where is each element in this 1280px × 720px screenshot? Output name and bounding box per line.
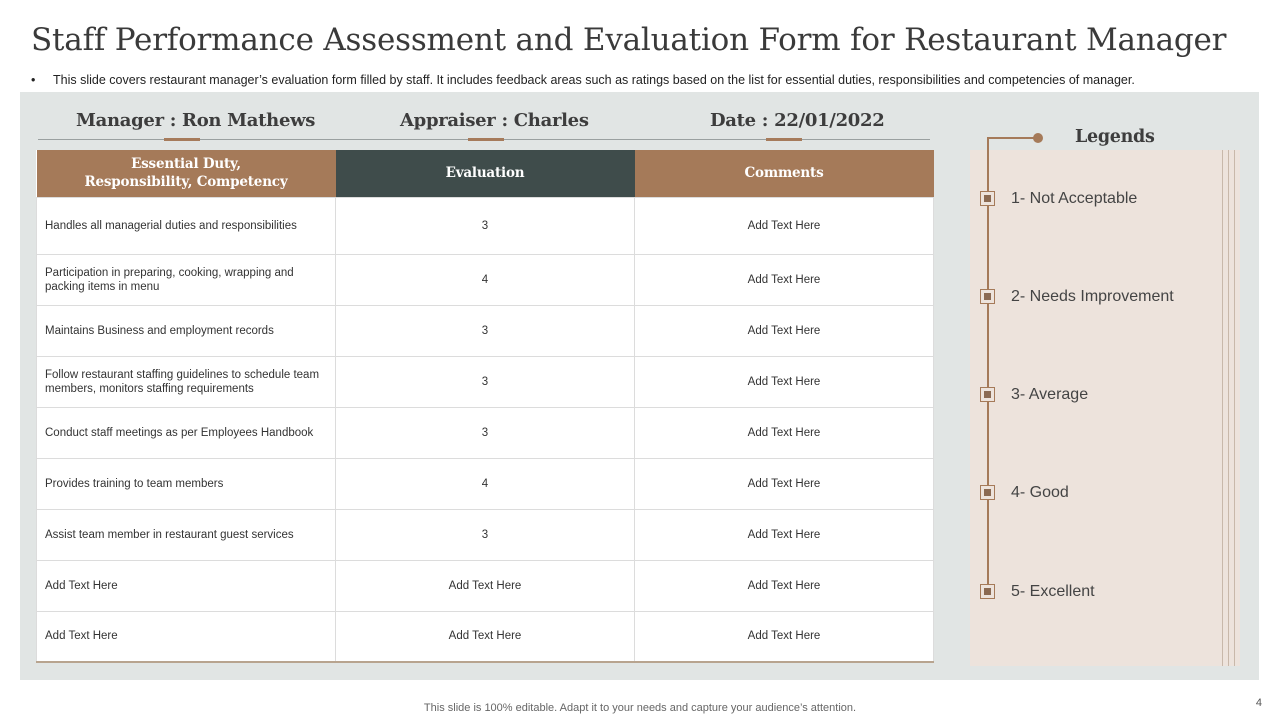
manager-label: Manager : Ron Mathews bbox=[76, 110, 316, 131]
legend-item-label: 3- Average bbox=[1011, 386, 1089, 403]
duty-cell[interactable]: Follow restaurant staffing guidelines to schedule team members, monitors staffing requirements bbox=[37, 356, 336, 407]
date-label: Date : 22/01/2022 bbox=[710, 110, 885, 131]
comment-cell[interactable]: Add Text Here bbox=[635, 560, 934, 611]
legend-stripe bbox=[1234, 150, 1235, 666]
evaluation-cell[interactable]: 3 bbox=[336, 509, 635, 560]
evaluation-cell[interactable]: 3 bbox=[336, 356, 635, 407]
comment-cell[interactable]: Add Text Here bbox=[635, 407, 934, 458]
subtitle-text: This slide covers restaurant manager’s evaluation form filled by staff. It includes feedback areas such as ratings based on the list for essential duties, responsibilities and competencies of manager. bbox=[53, 73, 1135, 87]
legend-stripe bbox=[1228, 150, 1229, 666]
manager-underline bbox=[164, 138, 200, 141]
legend-item-label: 2- Needs Improvement bbox=[1011, 288, 1174, 305]
evaluation-cell[interactable]: 4 bbox=[336, 254, 635, 305]
header-duty bbox=[37, 150, 336, 197]
legend-title: Legends bbox=[1075, 127, 1155, 147]
legend-item-label: 1- Not Acceptable bbox=[1011, 190, 1138, 207]
comment-cell[interactable]: Add Text Here bbox=[635, 611, 934, 662]
duty-cell[interactable]: Assist team member in restaurant guest services bbox=[37, 509, 336, 560]
bullet-glyph: • bbox=[31, 73, 36, 87]
table-row bbox=[37, 407, 934, 458]
duty-cell[interactable]: Add Text Here bbox=[37, 560, 336, 611]
comment-cell[interactable]: Add Text Here bbox=[635, 305, 934, 356]
evaluation-cell[interactable]: 4 bbox=[336, 458, 635, 509]
table-row bbox=[37, 458, 934, 509]
table-row bbox=[37, 254, 934, 305]
table-row bbox=[37, 197, 934, 254]
header-evaluation: Evaluation bbox=[336, 150, 635, 197]
appraiser-label: Appraiser : Charles bbox=[400, 110, 589, 131]
table-row bbox=[37, 611, 934, 662]
duty-cell[interactable]: Participation in preparing, cooking, wrapping and packing items in menu bbox=[37, 254, 336, 305]
header-duty-line2: Responsibility, Competency bbox=[84, 174, 288, 191]
table-header-row bbox=[37, 150, 934, 197]
slide-subtitle bbox=[31, 73, 1251, 87]
form-meta-row bbox=[38, 108, 930, 140]
legend-item-label: 5- Excellent bbox=[1011, 583, 1095, 600]
evaluation-cell[interactable]: Add Text Here bbox=[336, 611, 635, 662]
duty-cell[interactable]: Conduct staff meetings as per Employees Handbook bbox=[37, 407, 336, 458]
table-row bbox=[37, 509, 934, 560]
header-comments: Comments bbox=[635, 150, 934, 197]
legend-marker-icon bbox=[980, 485, 995, 500]
legend-marker-icon bbox=[980, 584, 995, 599]
comment-cell[interactable]: Add Text Here bbox=[635, 509, 934, 560]
evaluation-cell[interactable]: 3 bbox=[336, 407, 635, 458]
duty-cell[interactable]: Maintains Business and employment records bbox=[37, 305, 336, 356]
legend-marker-icon bbox=[980, 387, 995, 402]
slide-footer: This slide is 100% editable. Adapt it to your needs and capture your audience’s attention. bbox=[423, 702, 857, 714]
legend-connector-line bbox=[987, 137, 1037, 139]
evaluation-cell[interactable]: Add Text Here bbox=[336, 560, 635, 611]
legend-item-label: 4- Good bbox=[1011, 484, 1069, 501]
comment-cell[interactable]: Add Text Here bbox=[635, 356, 934, 407]
evaluation-cell[interactable]: 3 bbox=[336, 197, 635, 254]
legend-stripe bbox=[1222, 150, 1223, 666]
page-number: 4 bbox=[1255, 697, 1262, 709]
legend-connector-line bbox=[987, 138, 989, 593]
header-duty-line1: Essential Duty, bbox=[131, 156, 241, 173]
comment-cell[interactable]: Add Text Here bbox=[635, 197, 934, 254]
date-underline bbox=[766, 138, 802, 141]
evaluation-cell[interactable]: 3 bbox=[336, 305, 635, 356]
duty-cell[interactable]: Add Text Here bbox=[37, 611, 336, 662]
slide-title: Staff Performance Assessment and Evaluation Form for Restaurant Manager bbox=[31, 22, 1227, 58]
table-row bbox=[37, 305, 934, 356]
comment-cell[interactable]: Add Text Here bbox=[635, 458, 934, 509]
table-row bbox=[37, 560, 934, 611]
legend-marker-icon bbox=[980, 289, 995, 304]
appraiser-underline bbox=[468, 138, 504, 141]
comment-cell[interactable]: Add Text Here bbox=[635, 254, 934, 305]
evaluation-table bbox=[36, 150, 934, 663]
duty-cell[interactable]: Handles all managerial duties and responsibilities bbox=[37, 197, 336, 254]
legend-marker-icon bbox=[980, 191, 995, 206]
legend-connector-dot bbox=[1033, 133, 1043, 143]
table-row bbox=[37, 356, 934, 407]
duty-cell[interactable]: Provides training to team members bbox=[37, 458, 336, 509]
